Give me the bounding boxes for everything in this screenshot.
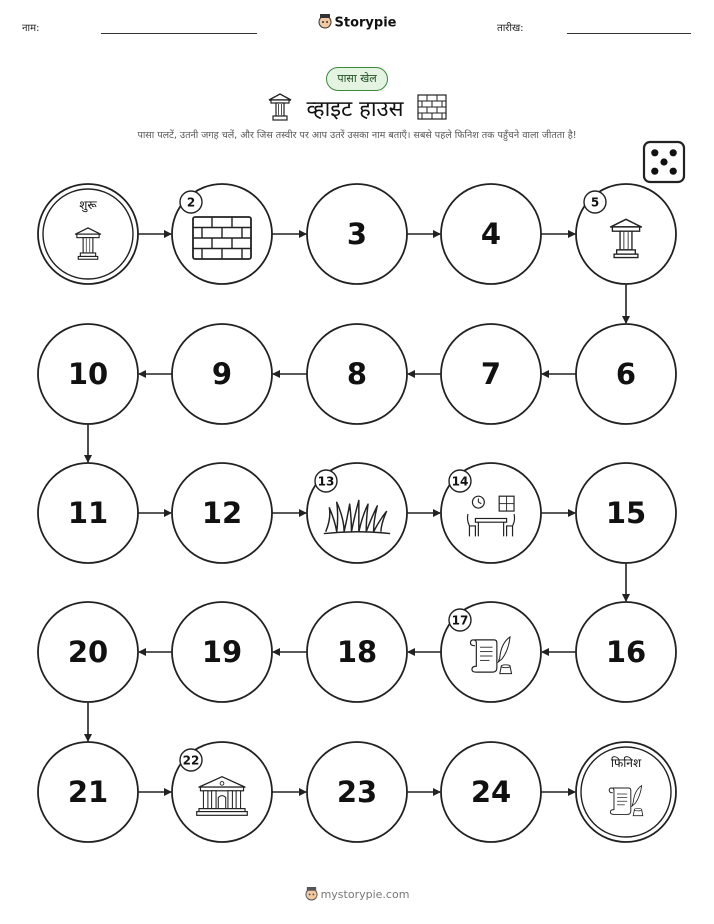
space-number: 9 <box>211 357 233 391</box>
finish-space[interactable] <box>576 742 676 842</box>
space-number: 8 <box>346 357 368 391</box>
board-space[interactable] <box>38 602 138 702</box>
board-space[interactable] <box>441 602 541 702</box>
board-space[interactable] <box>576 324 676 424</box>
brick-wall-icon <box>193 217 251 259</box>
space-number: 15 <box>605 496 647 530</box>
footer <box>0 886 714 904</box>
space-number: 21 <box>67 775 109 809</box>
space-number: 11 <box>67 496 109 530</box>
dice-pip <box>670 149 677 156</box>
space-number: 2 <box>186 195 196 210</box>
space-number: 23 <box>336 775 378 809</box>
board-space[interactable] <box>307 742 407 842</box>
title-text: व्हाइट हाउस <box>306 97 404 122</box>
space-number: 20 <box>67 635 109 669</box>
space-number: 14 <box>451 474 469 489</box>
space-number: 5 <box>590 195 600 210</box>
name-label: नाम: <box>22 23 40 34</box>
game-type-badge: पासा खेल <box>326 67 388 91</box>
date-label: तारीख: <box>497 23 524 34</box>
board-space[interactable] <box>576 184 676 284</box>
board-space[interactable] <box>441 463 541 563</box>
instructions: पासा पलटें, उतनी जगह चलें, और जिस तस्वीर पर आप उतरें उसका नाम बताएँ। सबसे पहले फिनिश तक पहुँचने वाला जीतता है! <box>137 130 577 141</box>
space-number: 4 <box>480 217 502 251</box>
brand-name: Storypie <box>334 15 397 31</box>
space-number: 17 <box>451 613 469 628</box>
footer-site: mystorypie.com <box>320 888 410 901</box>
space-number: 10 <box>67 357 109 391</box>
board-space[interactable] <box>307 184 407 284</box>
dice-pip <box>651 168 658 175</box>
space-number: 13 <box>317 474 335 489</box>
board-space[interactable] <box>307 463 407 563</box>
dice-pip <box>660 158 667 165</box>
dice-pip <box>670 168 677 175</box>
board-space[interactable] <box>441 324 541 424</box>
space-number: 3 <box>346 217 368 251</box>
board-space[interactable] <box>172 184 272 284</box>
board-space[interactable] <box>307 324 407 424</box>
space-number: 7 <box>480 357 502 391</box>
dice-icon <box>644 142 684 182</box>
space-number: 19 <box>201 635 243 669</box>
footer-logo-icon <box>305 886 318 904</box>
board-cells <box>38 184 676 842</box>
space-number: 18 <box>336 635 378 669</box>
space-number: 6 <box>615 357 637 391</box>
board-space[interactable] <box>576 463 676 563</box>
space-number: 22 <box>182 753 200 768</box>
dice-pip <box>651 149 658 156</box>
board-space[interactable] <box>38 324 138 424</box>
board-space[interactable] <box>172 463 272 563</box>
start-label: शुरू <box>79 198 97 212</box>
board-space[interactable] <box>441 184 541 284</box>
board-space[interactable] <box>38 742 138 842</box>
space-number: 16 <box>605 635 647 669</box>
board-space[interactable] <box>38 463 138 563</box>
start-space[interactable] <box>38 184 138 284</box>
board-space[interactable] <box>576 602 676 702</box>
space-number: 24 <box>470 775 512 809</box>
finish-label: फिनिश <box>610 756 642 770</box>
board-space[interactable] <box>172 742 272 842</box>
board-space[interactable] <box>172 602 272 702</box>
board-space[interactable] <box>441 742 541 842</box>
space-number: 12 <box>201 496 243 530</box>
board-space[interactable] <box>172 324 272 424</box>
board-space[interactable] <box>307 602 407 702</box>
